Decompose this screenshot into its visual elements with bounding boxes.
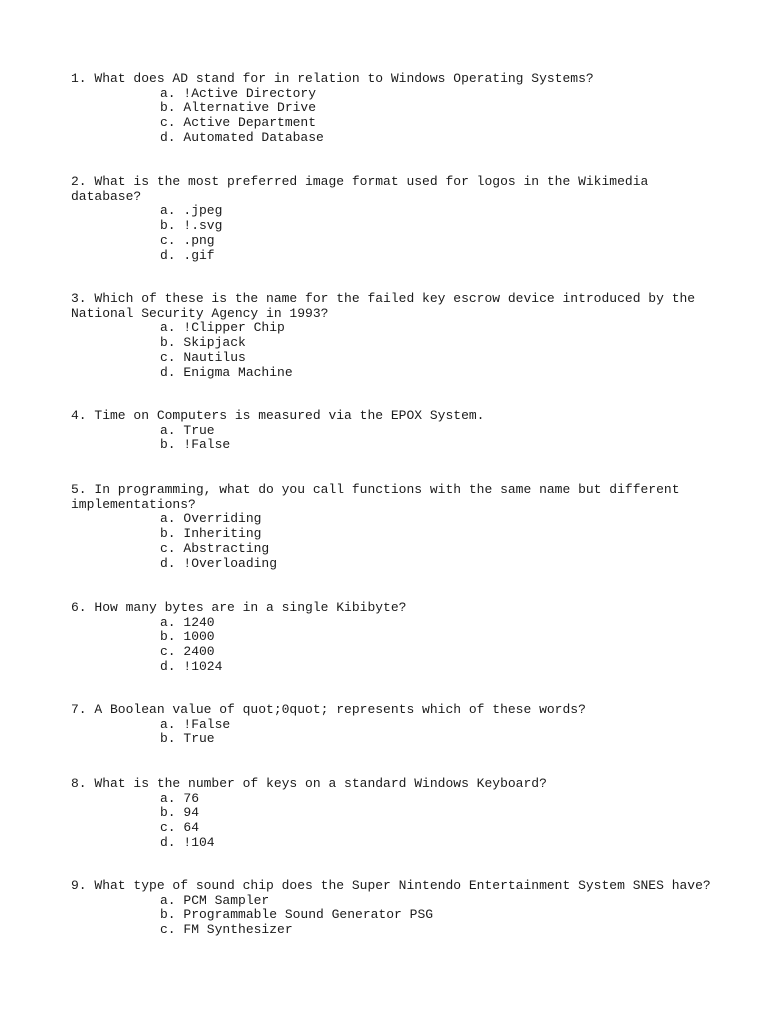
- answer-option: d. !1024: [160, 658, 223, 674]
- answer-option: b. !.svg: [160, 218, 223, 234]
- answer-option: d. Enigma Machine: [160, 364, 293, 380]
- question-5: [71, 483, 711, 571]
- answer-option: c. Abstracting: [160, 540, 270, 556]
- question-1: [71, 72, 711, 146]
- question-6: [71, 601, 711, 675]
- answer-option: b. Inheriting: [160, 526, 262, 542]
- answer-option: a. .jpeg: [160, 203, 223, 219]
- answer-option: a. PCM Sampler: [160, 892, 270, 908]
- answer-option: b. 94: [160, 805, 200, 821]
- question-text: 6. How many bytes are in a single Kibibyte?: [71, 600, 407, 615]
- answer-option: b. True: [160, 731, 215, 747]
- question-text: 1. What does AD stand for in relation to Windows Operating Systems?: [71, 71, 594, 86]
- answer-option: a. 76: [160, 790, 200, 806]
- answer-option: a. Overriding: [160, 511, 262, 527]
- question-text: 7. A Boolean value of quot;0quot; represents which of these words?: [71, 702, 586, 717]
- answer-option: a. !Active Directory: [160, 85, 317, 101]
- question-7: [71, 703, 711, 747]
- answer-options: [71, 894, 711, 938]
- answer-options: [71, 87, 711, 146]
- answer-option: b. Programmable Sound Generator PSG: [160, 907, 434, 923]
- answer-option: d. !104: [160, 834, 215, 850]
- answer-options: [71, 718, 711, 747]
- answer-option: c. 2400: [160, 644, 215, 660]
- question-text: 3. Which of these is the name for the failed key escrow device introduced by the National Security Agency in 1993?: [71, 291, 696, 321]
- question-text: 2. What is the most preferred image format used for logos in the Wikimedia database?: [71, 174, 649, 204]
- question-8: [71, 777, 711, 851]
- answer-options: [71, 321, 711, 380]
- answer-options: [71, 512, 711, 571]
- question-3: [71, 292, 711, 380]
- answer-option: a. !False: [160, 716, 231, 732]
- answer-option: a. True: [160, 422, 215, 438]
- question-text: 5. In programming, what do you call functions with the same name but different implementations?: [71, 482, 680, 512]
- answer-options: [71, 204, 711, 263]
- answer-options: [71, 792, 711, 851]
- answer-option: d. .gif: [160, 247, 215, 263]
- question-text: 4. Time on Computers is measured via the EPOX System.: [71, 408, 485, 423]
- question-9: [71, 879, 711, 938]
- question-text: 9. What type of sound chip does the Super Nintendo Entertainment System SNES have?: [71, 878, 711, 893]
- answer-option: a. 1240: [160, 614, 215, 630]
- answer-options: [71, 616, 711, 675]
- answer-option: c. FM Synthesizer: [160, 922, 293, 938]
- answer-options: [71, 424, 711, 453]
- question-text: 8. What is the number of keys on a standard Windows Keyboard?: [71, 776, 547, 791]
- answer-option: d. Automated Database: [160, 129, 324, 145]
- answer-option: b. 1000: [160, 629, 215, 645]
- answer-option: a. !Clipper Chip: [160, 320, 285, 336]
- question-4: [71, 409, 711, 453]
- answer-option: b. Alternative Drive: [160, 100, 317, 116]
- answer-option: c. Active Department: [160, 115, 317, 131]
- answer-option: d. !Overloading: [160, 555, 278, 571]
- question-2: [71, 175, 711, 263]
- answer-option: b. Skipjack: [160, 335, 246, 351]
- answer-option: c. 64: [160, 820, 200, 836]
- answer-option: c. .png: [160, 232, 215, 248]
- answer-option: b. !False: [160, 437, 231, 453]
- answer-option: c. Nautilus: [160, 349, 246, 365]
